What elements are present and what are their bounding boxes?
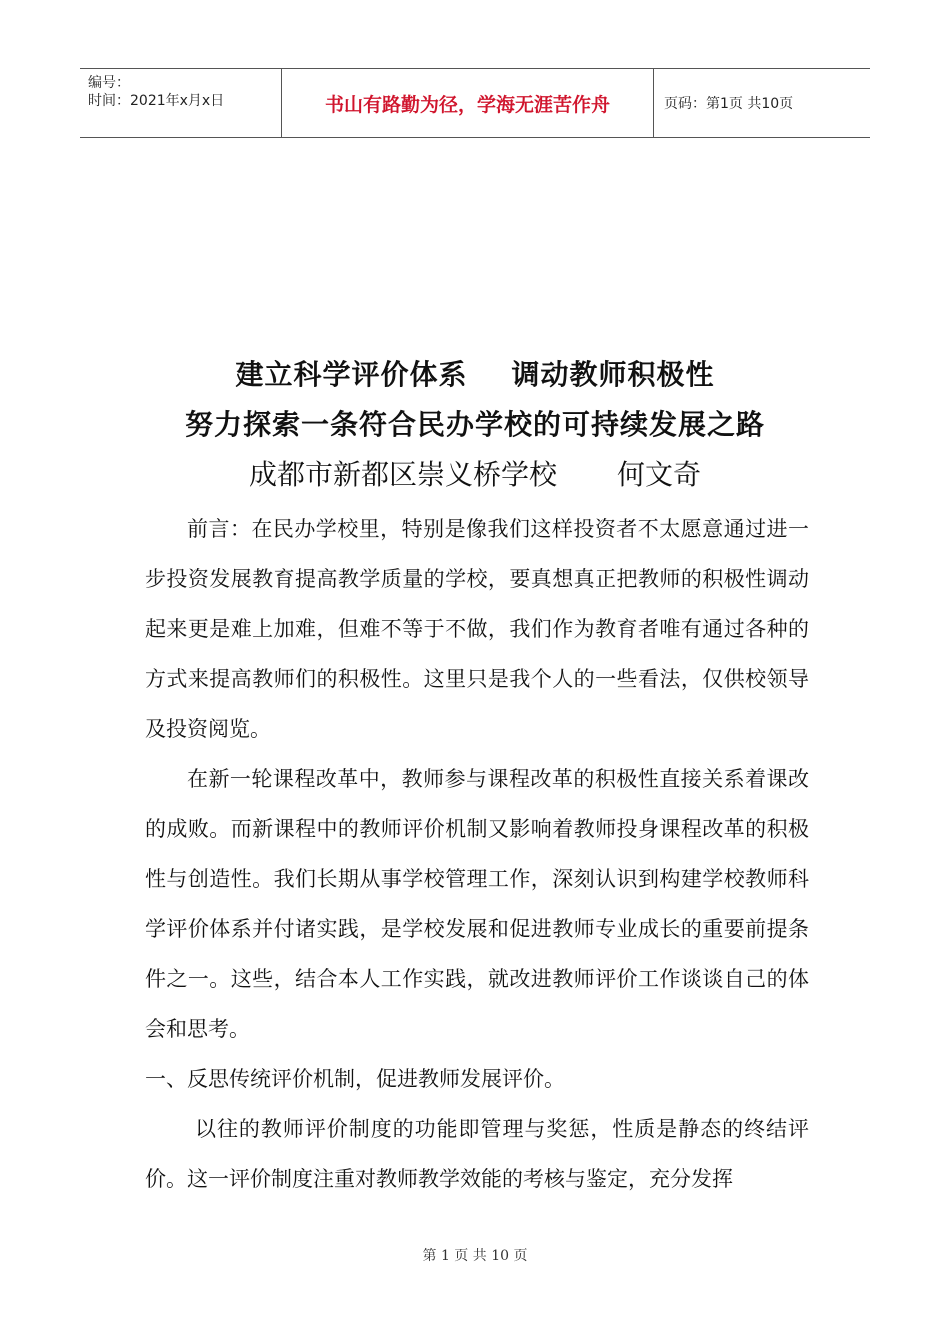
paragraph-intro: 在新一轮课程改革中，教师参与课程改革的积极性直接关系着课改的成败。而新课程中的教师评价机制又影响着教师投身课程改革的积极性与创造性。我们长期从事学校管理工作，深刻认识到构建学校教师科学评价体系并付诸实践，是学校发展和促进教师专业成长的重要前提条件之一。这些，结合本人工作实践，就改进教师评价工作谈谈自己的体会和思考。 — [145, 767, 809, 1041]
title-line-2: 努力探索一条符合民办学校的可持续发展之路 — [184, 408, 765, 441]
header-page-info: 页码：第1页 共10页 — [664, 96, 794, 112]
author-line — [0, 453, 950, 493]
paragraph-section-1: 以往的教师评价制度的功能即管理与奖惩，性质是静态的终结评价。这一评价制度注重对教师教学效能的考核与鉴定，充分发挥 — [145, 1117, 809, 1191]
title-part-2: 调动教师积极性 — [511, 358, 715, 391]
author-name: 何文奇 — [617, 458, 702, 491]
section-heading-1: 一、反思传统评价机制，促进教师发展评价。 — [145, 1067, 565, 1091]
paragraph-preface: 前言：在民办学校里，特别是像我们这样投资者不太愿意通过进一步投资发展教育提高教学质量的学校，要真想真正把教师的积极性调动起来更是难上加难，但难不等于不做，我们作为教育者唯有通过各种的方式来提高教师们的积极性。这里只是我个人的一些看法，仅供校领导及投资阅览。 — [145, 517, 809, 741]
header-motto: 书山有路勤为径，学海无涯苦作舟 — [282, 69, 654, 137]
time-label: 时间：2021年x月x日 — [88, 93, 225, 109]
document-body — [145, 504, 809, 1204]
page-footer: 第 1 页 共 10 页 — [422, 1248, 528, 1264]
number-label: 编号： — [88, 75, 130, 91]
author-school: 成都市新都区崇义桥学校 — [248, 458, 557, 491]
title-part-1: 建立科学评价体系 — [235, 358, 468, 391]
title-line-1 — [0, 353, 950, 393]
header-meta — [80, 69, 282, 137]
page-header — [80, 68, 870, 138]
